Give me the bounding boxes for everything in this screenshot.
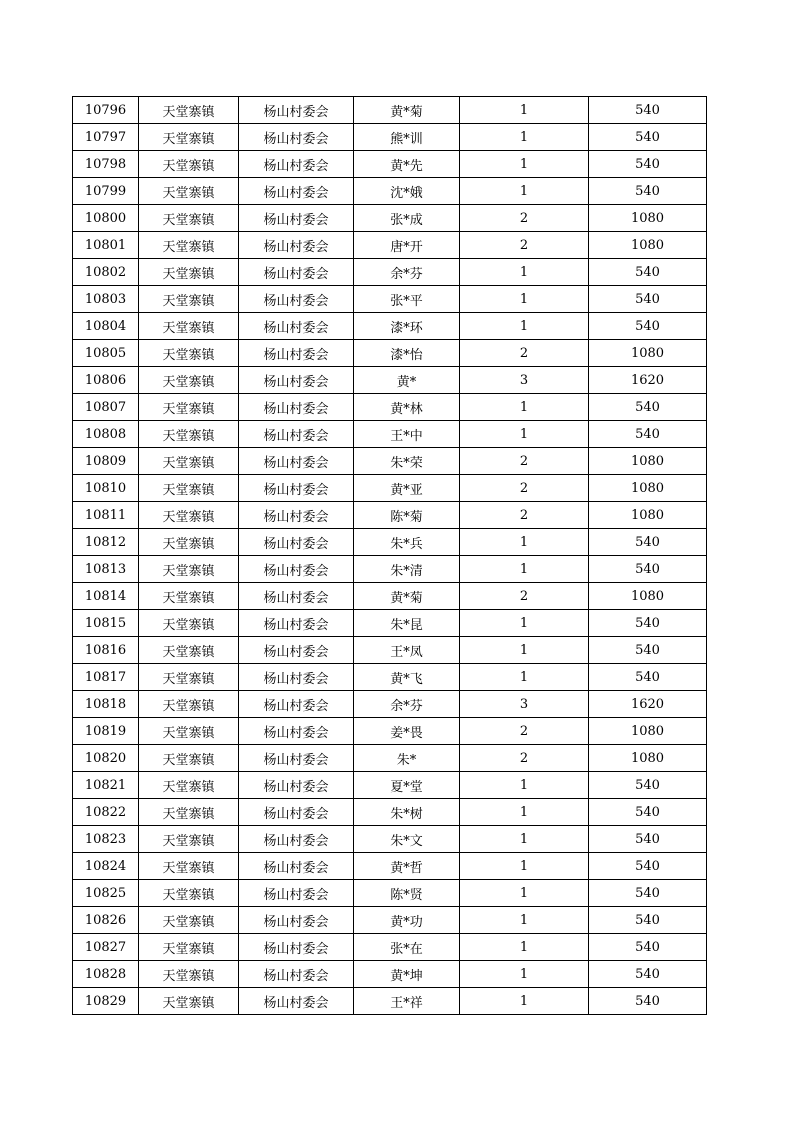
count-cell: 2 [460, 340, 589, 367]
town-cell: 天堂寨镇 [139, 907, 239, 934]
name-cell: 朱*清 [354, 556, 460, 583]
village-cell: 杨山村委会 [239, 988, 354, 1015]
village-cell: 杨山村委会 [239, 286, 354, 313]
name-cell: 黄*坤 [354, 961, 460, 988]
village-cell: 杨山村委会 [239, 394, 354, 421]
amount-cell: 1080 [589, 583, 707, 610]
village-cell: 杨山村委会 [239, 340, 354, 367]
table-row [73, 367, 707, 394]
name-cell: 夏*堂 [354, 772, 460, 799]
count-cell: 1 [460, 664, 589, 691]
village-cell: 杨山村委会 [239, 718, 354, 745]
amount-cell: 540 [589, 124, 707, 151]
name-cell: 王*中 [354, 421, 460, 448]
name-cell: 陈*贤 [354, 880, 460, 907]
count-cell: 1 [460, 313, 589, 340]
village-cell: 杨山村委会 [239, 502, 354, 529]
row-id-cell: 10808 [73, 421, 139, 448]
amount-cell: 540 [589, 664, 707, 691]
amount-cell: 540 [589, 529, 707, 556]
town-cell: 天堂寨镇 [139, 880, 239, 907]
village-cell: 杨山村委会 [239, 367, 354, 394]
name-cell: 漆*怡 [354, 340, 460, 367]
count-cell: 1 [460, 286, 589, 313]
row-id-cell: 10801 [73, 232, 139, 259]
amount-cell: 540 [589, 556, 707, 583]
amount-cell: 540 [589, 934, 707, 961]
name-cell: 张*平 [354, 286, 460, 313]
village-cell: 杨山村委会 [239, 961, 354, 988]
town-cell: 天堂寨镇 [139, 205, 239, 232]
town-cell: 天堂寨镇 [139, 556, 239, 583]
amount-cell: 540 [589, 826, 707, 853]
town-cell: 天堂寨镇 [139, 448, 239, 475]
count-cell: 2 [460, 718, 589, 745]
village-cell: 杨山村委会 [239, 583, 354, 610]
town-cell: 天堂寨镇 [139, 988, 239, 1015]
table-row [73, 772, 707, 799]
count-cell: 1 [460, 853, 589, 880]
row-id-cell: 10796 [73, 97, 139, 124]
town-cell: 天堂寨镇 [139, 529, 239, 556]
count-cell: 1 [460, 772, 589, 799]
amount-cell: 540 [589, 313, 707, 340]
name-cell: 漆*环 [354, 313, 460, 340]
row-id-cell: 10829 [73, 988, 139, 1015]
table-row [73, 880, 707, 907]
town-cell: 天堂寨镇 [139, 610, 239, 637]
amount-cell: 1620 [589, 691, 707, 718]
count-cell: 2 [460, 475, 589, 502]
village-cell: 杨山村委会 [239, 637, 354, 664]
village-cell: 杨山村委会 [239, 151, 354, 178]
row-id-cell: 10807 [73, 394, 139, 421]
table-row [73, 394, 707, 421]
village-cell: 杨山村委会 [239, 772, 354, 799]
village-cell: 杨山村委会 [239, 421, 354, 448]
count-cell: 3 [460, 367, 589, 394]
amount-cell: 540 [589, 97, 707, 124]
table-row [73, 502, 707, 529]
village-cell: 杨山村委会 [239, 313, 354, 340]
name-cell: 朱*树 [354, 799, 460, 826]
row-id-cell: 10816 [73, 637, 139, 664]
table-row [73, 232, 707, 259]
count-cell: 2 [460, 205, 589, 232]
table-row [73, 259, 707, 286]
town-cell: 天堂寨镇 [139, 583, 239, 610]
town-cell: 天堂寨镇 [139, 853, 239, 880]
amount-cell: 540 [589, 421, 707, 448]
table-row [73, 313, 707, 340]
count-cell: 1 [460, 394, 589, 421]
table-row [73, 124, 707, 151]
table-row [73, 826, 707, 853]
name-cell: 黄*菊 [354, 97, 460, 124]
amount-cell: 1080 [589, 475, 707, 502]
town-cell: 天堂寨镇 [139, 421, 239, 448]
town-cell: 天堂寨镇 [139, 637, 239, 664]
village-cell: 杨山村委会 [239, 745, 354, 772]
town-cell: 天堂寨镇 [139, 259, 239, 286]
town-cell: 天堂寨镇 [139, 826, 239, 853]
name-cell: 朱* [354, 745, 460, 772]
name-cell: 黄*林 [354, 394, 460, 421]
town-cell: 天堂寨镇 [139, 232, 239, 259]
row-id-cell: 10812 [73, 529, 139, 556]
count-cell: 1 [460, 151, 589, 178]
count-cell: 1 [460, 637, 589, 664]
row-id-cell: 10800 [73, 205, 139, 232]
name-cell: 张*成 [354, 205, 460, 232]
count-cell: 1 [460, 988, 589, 1015]
row-id-cell: 10818 [73, 691, 139, 718]
town-cell: 天堂寨镇 [139, 475, 239, 502]
count-cell: 1 [460, 961, 589, 988]
table-row [73, 475, 707, 502]
table-row [73, 799, 707, 826]
amount-cell: 540 [589, 880, 707, 907]
amount-cell: 540 [589, 259, 707, 286]
amount-cell: 1620 [589, 367, 707, 394]
count-cell: 1 [460, 826, 589, 853]
row-id-cell: 10804 [73, 313, 139, 340]
count-cell: 2 [460, 502, 589, 529]
table-row [73, 97, 707, 124]
table-row [73, 691, 707, 718]
name-cell: 熊*训 [354, 124, 460, 151]
row-id-cell: 10799 [73, 178, 139, 205]
table-row [73, 853, 707, 880]
village-cell: 杨山村委会 [239, 799, 354, 826]
town-cell: 天堂寨镇 [139, 961, 239, 988]
amount-cell: 540 [589, 178, 707, 205]
name-cell: 黄*菊 [354, 583, 460, 610]
row-id-cell: 10821 [73, 772, 139, 799]
amount-cell: 540 [589, 610, 707, 637]
town-cell: 天堂寨镇 [139, 691, 239, 718]
town-cell: 天堂寨镇 [139, 772, 239, 799]
name-cell: 余*芬 [354, 691, 460, 718]
row-id-cell: 10810 [73, 475, 139, 502]
village-cell: 杨山村委会 [239, 232, 354, 259]
row-id-cell: 10817 [73, 664, 139, 691]
village-cell: 杨山村委会 [239, 664, 354, 691]
town-cell: 天堂寨镇 [139, 286, 239, 313]
table-row [73, 286, 707, 313]
amount-cell: 1080 [589, 340, 707, 367]
name-cell: 王*祥 [354, 988, 460, 1015]
row-id-cell: 10811 [73, 502, 139, 529]
row-id-cell: 10814 [73, 583, 139, 610]
town-cell: 天堂寨镇 [139, 151, 239, 178]
count-cell: 1 [460, 880, 589, 907]
count-cell: 1 [460, 556, 589, 583]
village-cell: 杨山村委会 [239, 205, 354, 232]
count-cell: 1 [460, 907, 589, 934]
amount-cell: 540 [589, 151, 707, 178]
amount-cell: 540 [589, 907, 707, 934]
town-cell: 天堂寨镇 [139, 313, 239, 340]
count-cell: 2 [460, 448, 589, 475]
village-cell: 杨山村委会 [239, 259, 354, 286]
row-id-cell: 10805 [73, 340, 139, 367]
town-cell: 天堂寨镇 [139, 340, 239, 367]
count-cell: 1 [460, 97, 589, 124]
row-id-cell: 10827 [73, 934, 139, 961]
table-row [73, 151, 707, 178]
row-id-cell: 10806 [73, 367, 139, 394]
count-cell: 3 [460, 691, 589, 718]
table-row [73, 448, 707, 475]
table-row [73, 961, 707, 988]
village-cell: 杨山村委会 [239, 124, 354, 151]
row-id-cell: 10824 [73, 853, 139, 880]
table-row [73, 610, 707, 637]
table-row [73, 718, 707, 745]
name-cell: 沈*娥 [354, 178, 460, 205]
town-cell: 天堂寨镇 [139, 799, 239, 826]
count-cell: 2 [460, 583, 589, 610]
town-cell: 天堂寨镇 [139, 502, 239, 529]
amount-cell: 540 [589, 961, 707, 988]
village-cell: 杨山村委会 [239, 556, 354, 583]
town-cell: 天堂寨镇 [139, 934, 239, 961]
count-cell: 1 [460, 934, 589, 961]
amount-cell: 1080 [589, 718, 707, 745]
table-body [73, 97, 707, 1015]
village-cell: 杨山村委会 [239, 853, 354, 880]
amount-cell: 540 [589, 286, 707, 313]
row-id-cell: 10819 [73, 718, 139, 745]
village-cell: 杨山村委会 [239, 529, 354, 556]
amount-cell: 1080 [589, 205, 707, 232]
table-row [73, 583, 707, 610]
name-cell: 黄*功 [354, 907, 460, 934]
name-cell: 黄*哲 [354, 853, 460, 880]
amount-cell: 1080 [589, 745, 707, 772]
table-row [73, 205, 707, 232]
name-cell: 朱*文 [354, 826, 460, 853]
row-id-cell: 10823 [73, 826, 139, 853]
name-cell: 王*凤 [354, 637, 460, 664]
town-cell: 天堂寨镇 [139, 394, 239, 421]
count-cell: 2 [460, 745, 589, 772]
count-cell: 1 [460, 529, 589, 556]
name-cell: 黄*亚 [354, 475, 460, 502]
town-cell: 天堂寨镇 [139, 178, 239, 205]
name-cell: 朱*昆 [354, 610, 460, 637]
village-cell: 杨山村委会 [239, 934, 354, 961]
count-cell: 1 [460, 610, 589, 637]
village-cell: 杨山村委会 [239, 610, 354, 637]
table-row [73, 664, 707, 691]
amount-cell: 540 [589, 637, 707, 664]
amount-cell: 1080 [589, 448, 707, 475]
row-id-cell: 10809 [73, 448, 139, 475]
amount-cell: 540 [589, 394, 707, 421]
row-id-cell: 10815 [73, 610, 139, 637]
village-cell: 杨山村委会 [239, 880, 354, 907]
count-cell: 1 [460, 421, 589, 448]
amount-cell: 540 [589, 772, 707, 799]
count-cell: 2 [460, 232, 589, 259]
row-id-cell: 10820 [73, 745, 139, 772]
name-cell: 余*芬 [354, 259, 460, 286]
amount-cell: 1080 [589, 502, 707, 529]
name-cell: 姜*畏 [354, 718, 460, 745]
name-cell: 张*在 [354, 934, 460, 961]
amount-cell: 540 [589, 988, 707, 1015]
town-cell: 天堂寨镇 [139, 97, 239, 124]
count-cell: 1 [460, 124, 589, 151]
name-cell: 陈*菊 [354, 502, 460, 529]
amount-cell: 540 [589, 799, 707, 826]
count-cell: 1 [460, 259, 589, 286]
row-id-cell: 10797 [73, 124, 139, 151]
village-cell: 杨山村委会 [239, 448, 354, 475]
table-row [73, 556, 707, 583]
row-id-cell: 10802 [73, 259, 139, 286]
name-cell: 朱*荣 [354, 448, 460, 475]
town-cell: 天堂寨镇 [139, 124, 239, 151]
row-id-cell: 10822 [73, 799, 139, 826]
table-row [73, 637, 707, 664]
village-cell: 杨山村委会 [239, 691, 354, 718]
row-id-cell: 10803 [73, 286, 139, 313]
table-row [73, 178, 707, 205]
table-row [73, 421, 707, 448]
table-row [73, 340, 707, 367]
count-cell: 1 [460, 799, 589, 826]
count-cell: 1 [460, 178, 589, 205]
town-cell: 天堂寨镇 [139, 718, 239, 745]
table-row [73, 745, 707, 772]
name-cell: 唐*开 [354, 232, 460, 259]
town-cell: 天堂寨镇 [139, 664, 239, 691]
subsidy-table [72, 96, 707, 1015]
table-row [73, 907, 707, 934]
town-cell: 天堂寨镇 [139, 367, 239, 394]
name-cell: 朱*兵 [354, 529, 460, 556]
village-cell: 杨山村委会 [239, 475, 354, 502]
town-cell: 天堂寨镇 [139, 745, 239, 772]
table-row [73, 934, 707, 961]
row-id-cell: 10798 [73, 151, 139, 178]
village-cell: 杨山村委会 [239, 826, 354, 853]
table-row [73, 529, 707, 556]
amount-cell: 540 [589, 853, 707, 880]
table-row [73, 988, 707, 1015]
name-cell: 黄* [354, 367, 460, 394]
row-id-cell: 10825 [73, 880, 139, 907]
village-cell: 杨山村委会 [239, 907, 354, 934]
amount-cell: 1080 [589, 232, 707, 259]
village-cell: 杨山村委会 [239, 97, 354, 124]
row-id-cell: 10828 [73, 961, 139, 988]
row-id-cell: 10826 [73, 907, 139, 934]
row-id-cell: 10813 [73, 556, 139, 583]
name-cell: 黄*飞 [354, 664, 460, 691]
name-cell: 黄*先 [354, 151, 460, 178]
village-cell: 杨山村委会 [239, 178, 354, 205]
